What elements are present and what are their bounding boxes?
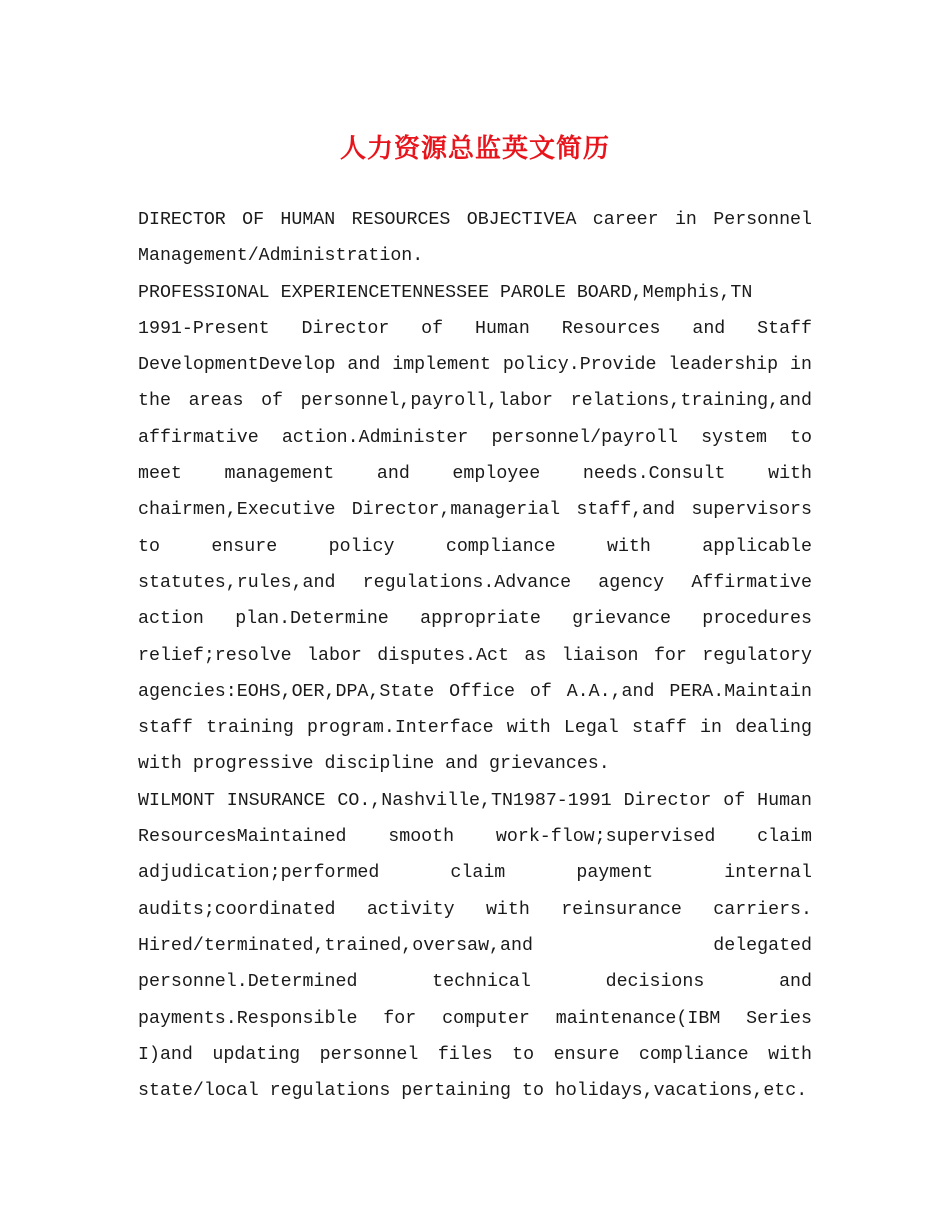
parole-board-role-paragraph: 1991-Present Director of Human Resources and Staff DevelopmentDevelop and implement policy.Provide leadership in the areas of personnel,payroll,labor relations,training,and affirmative action.Administer personnel/payroll system to meet management and employee needs.Consult with chairmen,Executive Director,managerial staff,and supervisors to ensure policy compliance with applicable statutes,rules,and regulations.Advance agency Affirmative action plan.Determine appropriate grievance procedures relief;resolve labor disputes.Act as liaison for regulatory agencies:EOHS,OER,DPA,State Office of A.A.,and PERA.Maintain staff training program.Interface with Legal staff in dealing with progressive discipline and grievances.	[138, 318, 812, 775]
objective-paragraph: DIRECTOR OF HUMAN RESOURCES OBJECTIVEA career in Personnel Management/Administration.	[138, 210, 812, 267]
document-title: 人力资源总监英文简历	[339, 134, 610, 164]
experience-heading-paragraph: PROFESSIONAL EXPERIENCETENNESSEE PAROLE BOARD,Memphis,TN	[138, 282, 753, 303]
wilmont-insurance-role-paragraph: WILMONT INSURANCE CO.,Nashville,TN1987-1991 Director of Human ResourcesMaintained smooth work-flow;supervised claim adjudication;performed claim payment internal audits;coordinated activity with reinsurance carriers. Hired/terminated,trained,oversaw,and delegated personnel.Determined technical decisions and payments.Responsible for computer maintenance(IBM Series I)and updating personnel files to ensure compliance with state/local regulations pertaining to holidays,vacations,etc.	[138, 790, 812, 1102]
document-body	[138, 202, 812, 1109]
